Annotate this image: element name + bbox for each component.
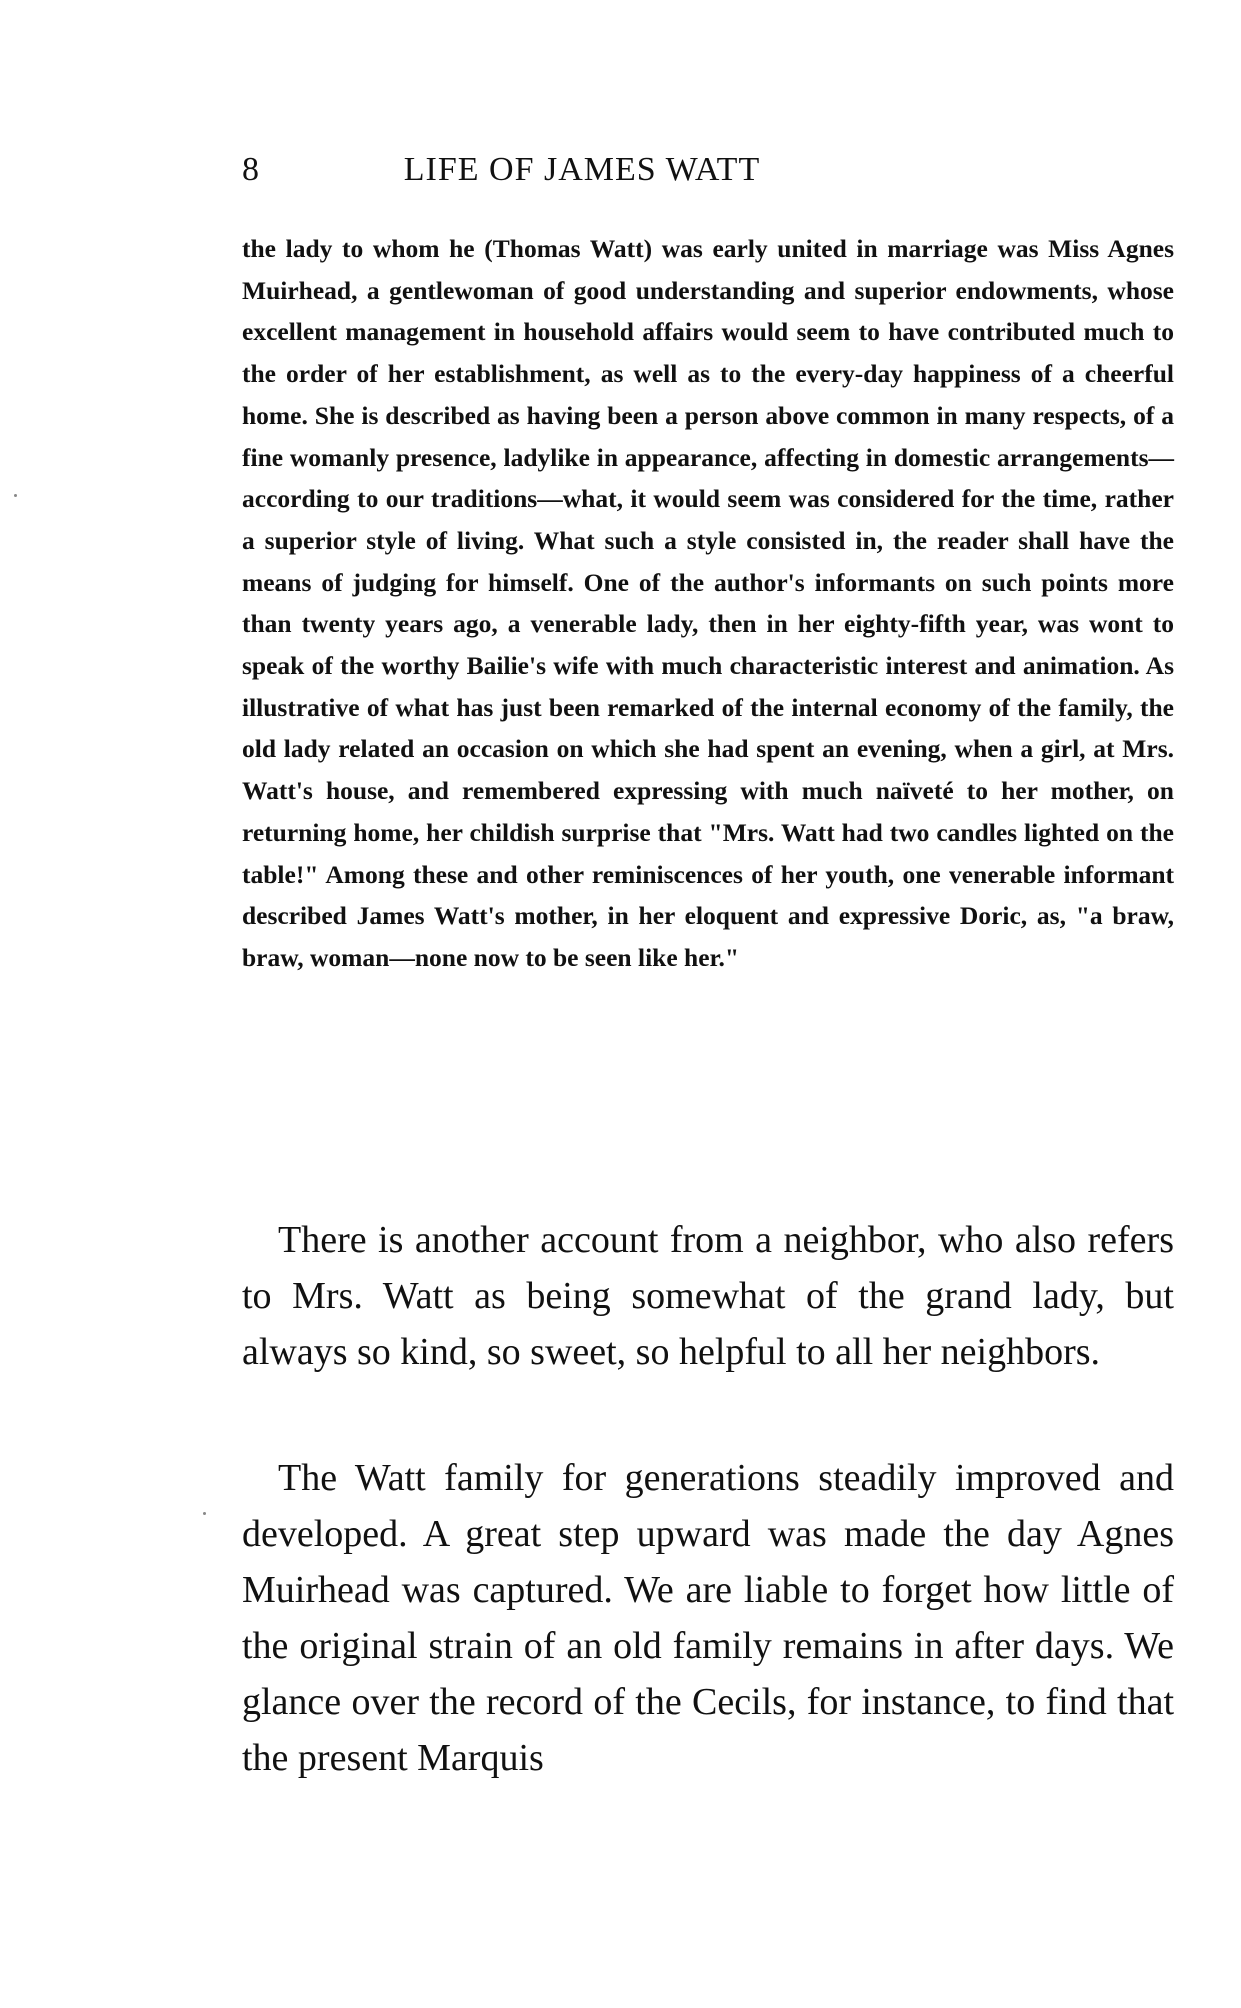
body-paragraph-2: The Watt family for generations steadily improved and developed. A great step upward was made the day Agnes Muirhead was captured. We are liable to forget how little of the original strain of an old family remains in after days. We glance over the record of the Cecils, for instance, to find that the present Marquis (242, 1457, 1174, 1779)
page-header (242, 148, 922, 192)
running-title: LIFE OF JAMES WATT (403, 151, 761, 188)
quoted-passage: the lady to whom he (Thomas Watt) was early united in marriage was Miss Agnes Muirhead, a gentlewoman of good understanding and superior endowments, whose excellent management in household affairs would seem to have contributed much to the order of her establishment, as well as to the every-day happiness of a cheerful home. She is described as having been a person above common in many respects, of a fine womanly presence, ladylike in appearance, affecting in domestic arrangements—according to our traditions—what, it would seem was considered for the time, rather a superior style of living. What such a style consisted in, the reader shall have the means of judging for himself. One of the author's informants on such points more than twenty years ago, a venerable lady, then in her eighty-fifth year, was wont to speak of the worthy Bailie's wife with much characteristic interest and animation. As illustrative of what has just been remarked of the internal economy of the family, the old lady related an occasion on which she had spent an evening, when a girl, at Mrs. Watt's house, and remembered expressing with much naïveté to her mother, on returning home, her childish surprise that "Mrs. Watt had two candles lighted on the table!" Among these and other reminiscences of her youth, one venerable informant described James Watt's mother, in her eloquent and expressive Doric, as, "a braw, braw, woman—none now to be seen like her." (242, 234, 1174, 972)
page-number: 8 (242, 151, 259, 188)
scan-speck (203, 1512, 206, 1515)
scan-speck (14, 494, 17, 497)
body-paragraph-1: There is another account from a neighbor, who also refers to Mrs. Watt as being somewhat of the grand lady, but always so kind, so sweet, so helpful to all her neighbors. (242, 1219, 1174, 1373)
